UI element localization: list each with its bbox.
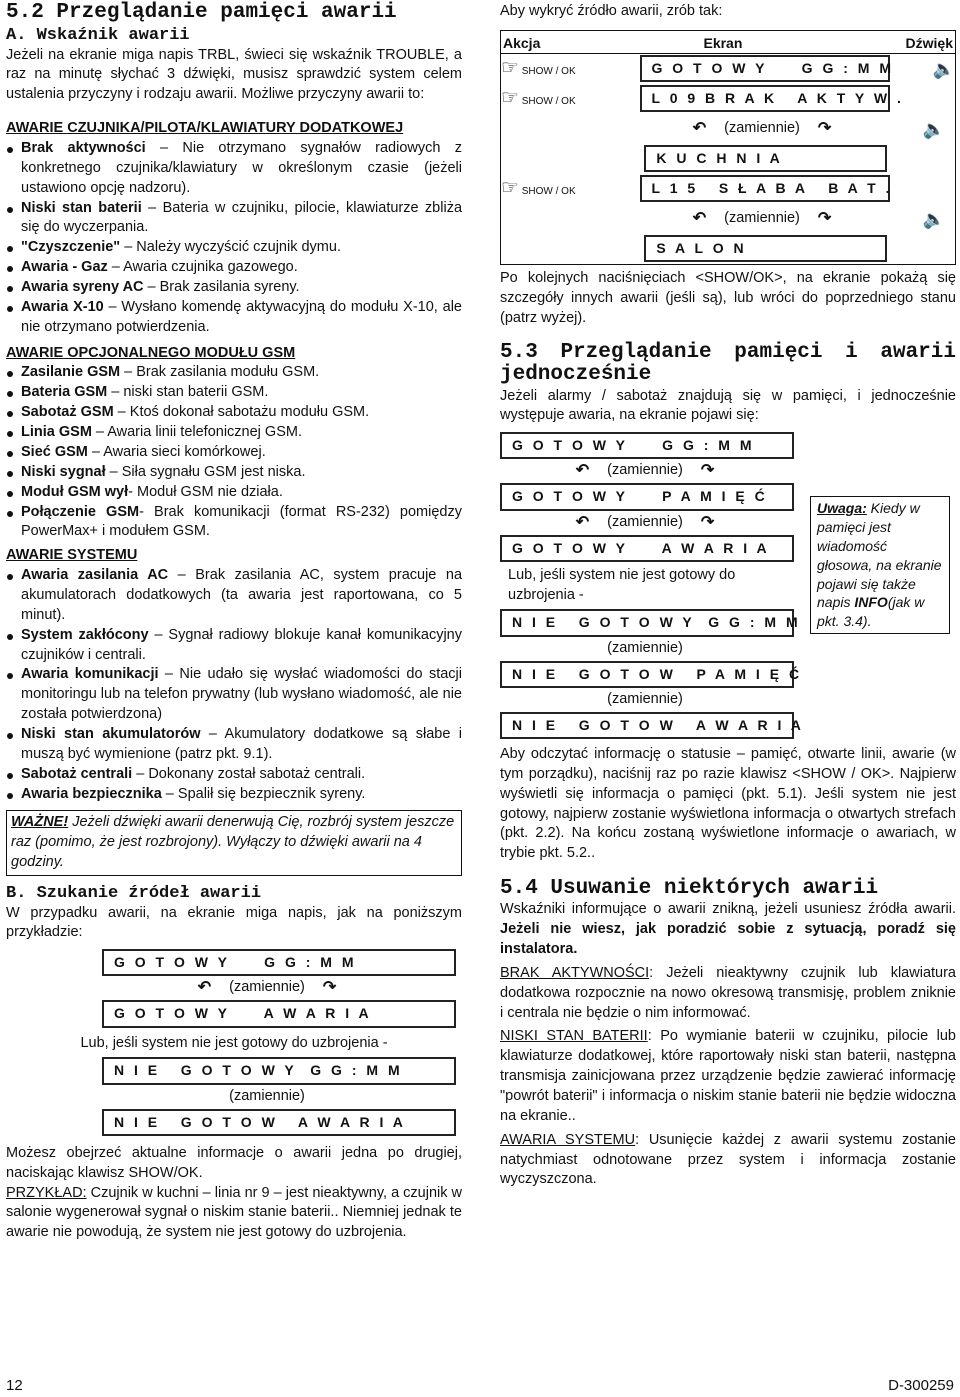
alternating-row: ↶ (zamiennie) ↷ <box>500 511 790 535</box>
col-screen: Ekran <box>703 34 743 51</box>
not-ready-label: Lub, jeśli system nie jest gotowy do uzbrojenia - <box>508 566 736 603</box>
table-row <box>501 174 955 204</box>
list-item: Sabotaż GSM – Ktoś dokonał sabotażu modułu GSM. <box>6 403 462 423</box>
list-item: Niski stan akumulatorów – Akumulatory dodatkowe są słabe i muszą być wymienione (patrz pkt. 9.1). <box>6 725 462 765</box>
display-example-flow <box>6 949 462 1136</box>
table-row <box>501 144 955 174</box>
speaker-icon: 🔈 <box>922 208 945 229</box>
pointing-hand-icon: ☞ <box>501 57 519 80</box>
table-row <box>501 54 955 84</box>
arrow-left-icon: ↶ <box>575 462 590 480</box>
lcd-not-ready-time: N I E G O T O W Y G G : M M <box>500 609 794 636</box>
lcd-ready-memory: G O T O W Y P A M I Ę Ć <box>500 483 794 510</box>
list-item: Sieć GSM – Awaria sieci komórkowej. <box>6 443 462 463</box>
show-ok-key[interactable]: ☞ SHOW / OK <box>501 87 576 110</box>
arrow-right-icon: ↷ <box>817 119 832 137</box>
lcd-not-ready-fault: N I E G O T O W A W A R I A <box>102 1109 456 1136</box>
arrow-left-icon: ↶ <box>692 119 707 137</box>
gsm-faults-heading: AWARIE OPCJONALNEGO MODUŁU GSM <box>6 344 296 361</box>
sensor-faults-heading: AWARIE CZUJNIKA/PILOTA/KLAWIATURY DODATKOWEJ <box>6 120 404 137</box>
list-item: Awaria - Gaz – Awaria czujnika gazowego. <box>6 258 462 278</box>
alternating-row: ↶ (zamiennie) ↷ <box>500 459 790 483</box>
document-code: D-300259 <box>888 1377 954 1394</box>
lcd-ready-time: G O T O W Y G G : M M <box>102 949 456 976</box>
list-item: Awaria komunikacji – Nie udało się wysłać wiadomości do stacji monitoringu lub na telefon prywatny (lub wysłano wiadomość, ale nie została potwierdzona) <box>6 665 462 725</box>
right-column <box>500 0 956 1190</box>
warning-text: Jeżeli dźwięki awarii denerwują Cię, rozbrój system jeszcze raz (pomimo, że jest rozbrojony). Wyłączy to dźwięki awarii na 4 godziny. <box>11 814 455 871</box>
list-item: Awaria X-10 – Wysłano komendę aktywacyjną do modułu X-10, ale nie otrzymano potwierdzenia. <box>6 298 462 338</box>
lcd-low-battery: L 1 5 S Ł A B A B A T . <box>640 175 890 202</box>
alternating-row: (zamiennie) <box>229 1087 305 1104</box>
after-press-paragraph: Po kolejnych naciśnięciach <SHOW/OK>, na ekranie pokażą się szczegóły innych awarii (jeśli są), lub wróci do poprzedniego stanu (patrz wyżej). <box>500 269 956 326</box>
not-ready-label: Lub, jeśli system nie jest gotowy do uzbrojenia - <box>80 1034 388 1051</box>
gsm-faults-list <box>6 363 462 542</box>
inactive-fix-paragraph: BRAK AKTYWNOŚCI: Jeżeli nieaktywny czujnik lub klawiatura dodatkowa rozpocznie na nowo okresową transmisję, problem zniknie i centrala nie będzie o nim informować. <box>500 964 956 1021</box>
lcd-not-ready-fault: N I E G O T O W A W A R I A <box>500 712 794 739</box>
important-warning-box <box>6 810 462 876</box>
alternating-row: ↶ (zamiennie) ↷ <box>102 976 432 1000</box>
section-5-3-intro: Jeżeli alarmy / sabotaż znajdują się w pamięci, i jednocześnie występuje awaria, na ekranie pojawi się: <box>500 387 956 424</box>
list-item: Zasilanie GSM – Brak zasilania modułu GSM. <box>6 363 462 383</box>
arrow-right-icon: ↷ <box>322 979 337 997</box>
speaker-icon: 🔈 <box>922 118 945 139</box>
table-header <box>501 31 955 54</box>
list-item: Linia GSM – Awaria linii telefonicznej GSM. <box>6 423 462 443</box>
section-5-4-intro: Wskaźniki informujące o awarii znikną, jeżeli usuniesz źródła awarii. Jeżeli nie wiesz, jak poradzić sobie z sytuacją, poradź się instalatora. <box>500 901 956 957</box>
alternating-row: (zamiennie) <box>607 639 683 656</box>
lcd-ready-time: G O T O W Y G G : M M <box>640 55 890 82</box>
arrow-right-icon: ↷ <box>700 513 715 531</box>
arrow-right-icon: ↷ <box>817 209 832 227</box>
col-sound: Dźwięk <box>905 34 953 51</box>
lcd-kitchen: K U C H N I A <box>644 145 887 172</box>
left-column <box>6 0 462 1243</box>
table-row <box>501 204 955 234</box>
alternating-row: (zamiennie) <box>607 690 683 707</box>
list-item: Awaria syreny AC – Brak zasilania syreny. <box>6 278 462 298</box>
show-ok-key[interactable]: ☞ SHOW / OK <box>501 177 576 200</box>
section-title-5-3: 5.3 Przeglądanie pamięci i awarii jednocześnie <box>500 341 956 387</box>
voice-message-note: Uwaga: Kiedy w pamięci jest wiadomość głosowa, na ekranie pojawi się także napis INFO(jak w pkt. 3.4). <box>810 496 950 634</box>
list-item: Sabotaż centrali – Dokonany został sabotaż centrali. <box>6 765 462 785</box>
list-item: Moduł GSM wył- Moduł GSM nie działa. <box>6 483 462 503</box>
subsection-b-intro: W przypadku awarii, na ekranie miga napis, jak na poniższym przykładzie: <box>6 904 462 941</box>
status-read-paragraph: Aby odczytać informację o statusie – pamięć, otwarte linii, awarie (w tym porządku), naciśnij raz po razie klawisz <SHOW / OK>. Najpierw wyświetli się informacja o pamięci (pkt. 5.1). Jeśli system nie jest gotowy, najpierw zostanie wyświetlona informacja o otwartych strefach (pkt. 2.2). Na końcu zostaną wyświetlone informacje o awariach, w trybie pkt. 5.2.. <box>500 746 956 862</box>
lcd-ready-fault: G O T O W Y A W A R I A <box>500 535 794 562</box>
arrow-left-icon: ↶ <box>197 979 212 997</box>
arrow-right-icon: ↷ <box>700 462 715 480</box>
alternating-row: ↶ (zamiennie) ↷ <box>649 117 875 141</box>
find-intro: Aby wykryć źródło awarii, zrób tak: <box>500 3 723 19</box>
list-item: System zakłócony – Sygnał radiowy blokuje kanał komunikacyjny czujników i centrali. <box>6 626 462 666</box>
pointing-hand-icon: ☞ <box>501 177 519 200</box>
warning-label: WAŻNE! <box>11 814 69 831</box>
lcd-ready-fault: G O T O W Y A W A R I A <box>102 1000 456 1027</box>
section-title-5-4: 5.4 Usuwanie niektórych awarii <box>500 877 879 901</box>
list-item: Połączenie GSM- Brak komunikacji (format RS-232) pomiędzy PowerMax+ i modułem GSM. <box>6 503 462 543</box>
example-paragraph: PRZYKŁAD: Czujnik w kuchni – linia nr 9 – jest nieaktywny, a czujnik w salonie wygenerował sygnał o niskim stanie baterii.. Niemniej jednak te awarie nie powodują, że system nie jest gotowy do uzbrojenia. <box>6 1184 462 1241</box>
system-faults-list <box>6 566 462 804</box>
arrow-left-icon: ↶ <box>575 513 590 531</box>
lcd-living-room: S A L O N <box>644 235 887 262</box>
lcd-ready-time: G O T O W Y G G : M M <box>500 432 794 459</box>
col-action: Akcja <box>503 34 541 51</box>
section-title-5-2: 5.2 Przeglądanie pamięci awarii <box>6 1 397 24</box>
lcd-zone-inactive: L 0 9 B R A K A K T Y W . <box>640 85 890 112</box>
page-number: 12 <box>6 1377 23 1394</box>
subsection-b-title: B. Szukanie źródeł awarii <box>6 883 262 903</box>
memory-flow <box>500 432 804 739</box>
pointing-hand-icon: ☞ <box>501 87 519 110</box>
table-row <box>501 84 955 114</box>
table-row <box>501 114 955 144</box>
system-faults-heading: AWARIE SYSTEMU <box>6 547 138 564</box>
table-row <box>501 234 955 264</box>
subsection-a-title: A. Wskaźnik awarii <box>6 26 190 46</box>
lcd-not-ready-memory: N I E G O T O W P A M I Ę Ć <box>500 661 794 688</box>
sensor-faults-list <box>6 139 462 338</box>
alternating-row: ↶ (zamiennie) ↷ <box>649 207 875 231</box>
intro-paragraph: Jeżeli na ekranie miga napis TRBL, świeci się wskaźnik TROUBLE, a raz na minutę słychać 3 dźwięki, musisz sprawdzić system celem ustalenia przyczyny i rodzaju awarii. Możliwe przyczyny awarii to: <box>6 46 462 103</box>
list-item: Awaria zasilania AC – Brak zasilania AC, system pracuje na akumulatorach dodatkowych (ta awaria jest raportowana, co 5 minut). <box>6 566 462 626</box>
list-item: Niski stan baterii – Bateria w czujniku, pilocie, klawiaturze zbliża się do wyczerpania. <box>6 199 462 239</box>
speaker-icon: 🔈 <box>932 58 955 79</box>
list-item: Bateria GSM – niski stan baterii GSM. <box>6 383 462 403</box>
more-info-paragraph: Możesz obejrzeć aktualne informacje o awarii jedna po drugiej, naciskając klawisz SHOW/OK. <box>6 1144 462 1181</box>
list-item: Niski sygnał – Siła sygnału GSM jest niska. <box>6 463 462 483</box>
fault-lookup-table <box>500 30 956 265</box>
list-item: Awaria bezpiecznika – Spalił się bezpiecznik syreny. <box>6 785 462 805</box>
lcd-not-ready-time: N I E G O T O W Y G G : M M <box>102 1057 456 1084</box>
system-fault-fix-paragraph: AWARIA SYSTEMU: Usunięcie każdej z awarii systemu zostanie natychmiast odnotowane przez system i informacja zostanie wyczyszczona. <box>500 1131 956 1188</box>
show-ok-key[interactable]: ☞ SHOW / OK <box>501 57 576 80</box>
arrow-left-icon: ↶ <box>692 209 707 227</box>
list-item: Brak aktywności – Nie otrzymano sygnałów radiowych z konkretnego czujnika/klawiatury w określonym czasie (jeżeli ustawiono opcję nadzoru). <box>6 139 462 199</box>
low-battery-fix-paragraph: NISKI STAN BATERII: Po wymianie baterii w czujniku, pilocie lub klawiaturze dodatkowej, które raportowały niski stan baterii, następna transmisja zainicjowana przez urządzenie będzie zawierać informację "powrót baterii" i informacja o niskim stanie baterii nie będzie widoczna na ekranie.. <box>500 1028 956 1124</box>
list-item: "Czyszczenie" – Należy wyczyścić czujnik dymu. <box>6 238 462 258</box>
